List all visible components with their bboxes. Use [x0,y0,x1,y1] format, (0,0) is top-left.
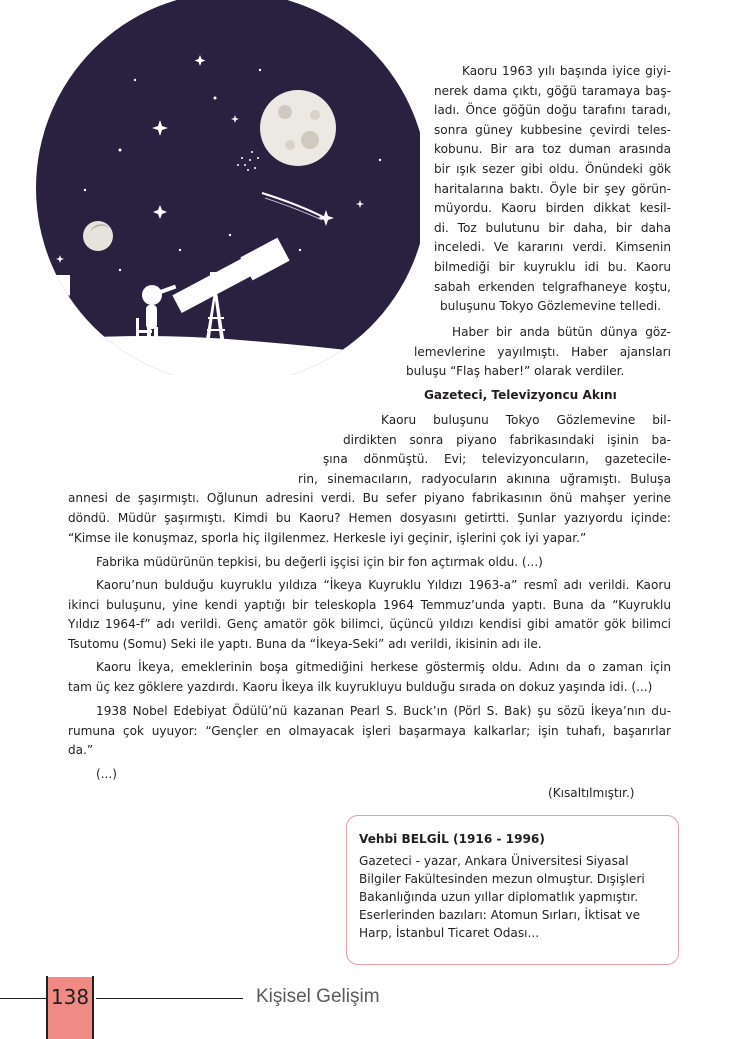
text-line: bilmediği bir kuyruklu idi bu. Kaoru [434,259,671,274]
paragraph-media-rush [68,411,671,548]
night-sky-circle [36,0,420,375]
text-line: buluşu “Flaş haber!” olarak verdiler. [406,364,625,379]
grass-ground [0,336,420,375]
author-name: Vehbi BELGİL (1916 - 1996) [359,832,545,846]
footer-rule-right [96,998,243,999]
text-line: döndü. Müdür şaşırmıştı. Kimdi bu Kaoru? Hemen dosyasını getirtti. Şunlar yazıyordu içinde: [68,510,671,525]
page-number-tab [48,977,92,1039]
text-line: da.” [68,743,94,758]
text-line: ikinci buluşunu, yine kendi yaptığı bir teleskopla 1964 Temmuz’unda yaptı. Buna da “Kuyruklu [68,597,671,612]
paragraph-fund [68,553,671,573]
paragraph-quote [68,702,671,761]
section-title: Kişisel Gelişim [256,986,380,1007]
text-line: tam üç kez göklere yazdırdı. Kaoru İkeya ilk kuyrukluyu bulduğu sırada on dokuz yaşında idi. (...) [68,679,653,694]
text-line: inceledi. Ve kararını verdi. Kimsenin [434,240,671,255]
bio-line: Harp, İstanbul Ticaret Odası... [359,926,540,940]
planet-icon [83,221,113,251]
paragraph-comet-names [68,576,671,654]
paragraph-news [406,323,671,382]
text-line: di. Toz bulutunu bir daha, bir daha [434,220,671,235]
moon-icon [260,90,336,166]
text-line: Kaoru 1963 yılı başında iyice giyi- [462,64,671,78]
text-line: bir ışık sezer gibi oldu. Önündeki gök [434,161,671,176]
text-line: müyordu. Kaoru birden dikkat kesil- [434,201,671,216]
text-line: sonra güney kubbesine çevirdi teles- [434,122,671,137]
night-sky-illustration [0,0,420,375]
section-heading: Gazeteci, Televizyoncu Akını [424,388,617,402]
text-line: Kaoru buluşunu Tokyo Gözlemevine bil- [381,413,671,427]
bio-line: Gazeteci - yazar, Ankara Üniversitesi Siyasal [359,854,629,868]
text-line: annesi de şaşırmıştı. Oğlunun adresini verdi. Bu sefer piyano fabrikasının önü mahşer yerine [68,491,671,506]
text-line: Yıldız 1964-f” adı verildi. Genç amatör gök bilimci, üçüncü yıldızı kendisi gibi amatör gök bilimci [68,617,671,632]
text-line: “Kimse ile konuşmaz, sporla hiç ilgilenmez. Herkesle iyi geçinir, işlerini çok iyi yapar.” [68,530,587,545]
abridged-note: (Kısaltılmıştır.) [548,786,635,800]
paragraph-ellipsis [68,765,671,785]
text-line: rumuna çok uyuyor: “Gençler en olmayacak işleri başarmaya kalkarlar; işin tuhafı, başarırlar [68,723,671,738]
text-line: buluşunu Tokyo Gözlemevine telledi. [440,299,662,314]
rooftop-building [0,275,70,375]
text-line: dirdikten sonra piyano fabrikasındaki işinin ba- [343,432,671,447]
text-line: ladı. Önce göğün doğu tarafını taradı, [434,103,671,118]
text-line: nerek dama çıktı, göğü taramaya baş- [434,83,671,98]
text-line: Tsutomu (Somu) Seki ile yaptı. Buna da “İkeya-Seki” adı verildi, ikisinin adı ile. [68,636,542,651]
text-line: 1938 Nobel Edebiyat Ödülü’nü kazanan Pearl S. Buck’ın (Pörl S. Bak) şu sözü İkeya’nın du- [96,704,671,718]
text-line: Haber bir anda bütün dünya göz- [452,325,671,339]
text-line: lemevlerine yayılmıştı. Haber ajansları [414,344,671,359]
text-line: kobunu. Bir ara toz duman arasında [434,142,671,157]
paragraph-success [68,658,671,697]
text-line: Fabrika müdürünün tepkisi, bu değerli işçisi için bir fon açtırmak oldu. (...) [96,555,543,569]
paragraph-intro [434,62,671,317]
text-line: Kaoru’nun bulduğu kuyruklu yıldıza “İkeya Kuyruklu Yıldızı 1963-a” resmî adı verildi. Kaoru [96,578,671,592]
text-line: (...) [96,767,117,781]
text-line: sabah erkenden telgrafhaneye koştu, [434,279,671,294]
text-line: şına dönmüştü. Evi; televizyoncuların, gazetecile- [323,452,671,467]
bio-line: Bilgiler Fakültesinden mezun olmuştur. Dışişleri [359,872,645,886]
bio-line: Eserlerinden bazıları: Atomun Sırları, İktisat ve [359,908,641,922]
page-number: 138 [50,985,90,1009]
bio-line: Bakanlığında uzun yıllar diplomatlık yapmıştır. [359,890,639,904]
author-bio-text [359,852,668,942]
footer-rule-left [0,998,46,999]
text-line: haritalarına baktı. Öyle bir şey görün- [434,181,671,196]
text-line: Kaoru İkeya, emeklerinin boşa gitmediğini herkese göstermiş oldu. Adını da o zaman için [96,660,671,674]
text-line: rin, sinemacıların, radyocuların akınına uğramıştı. Buluşa [298,471,671,486]
author-bio-box [346,815,679,965]
